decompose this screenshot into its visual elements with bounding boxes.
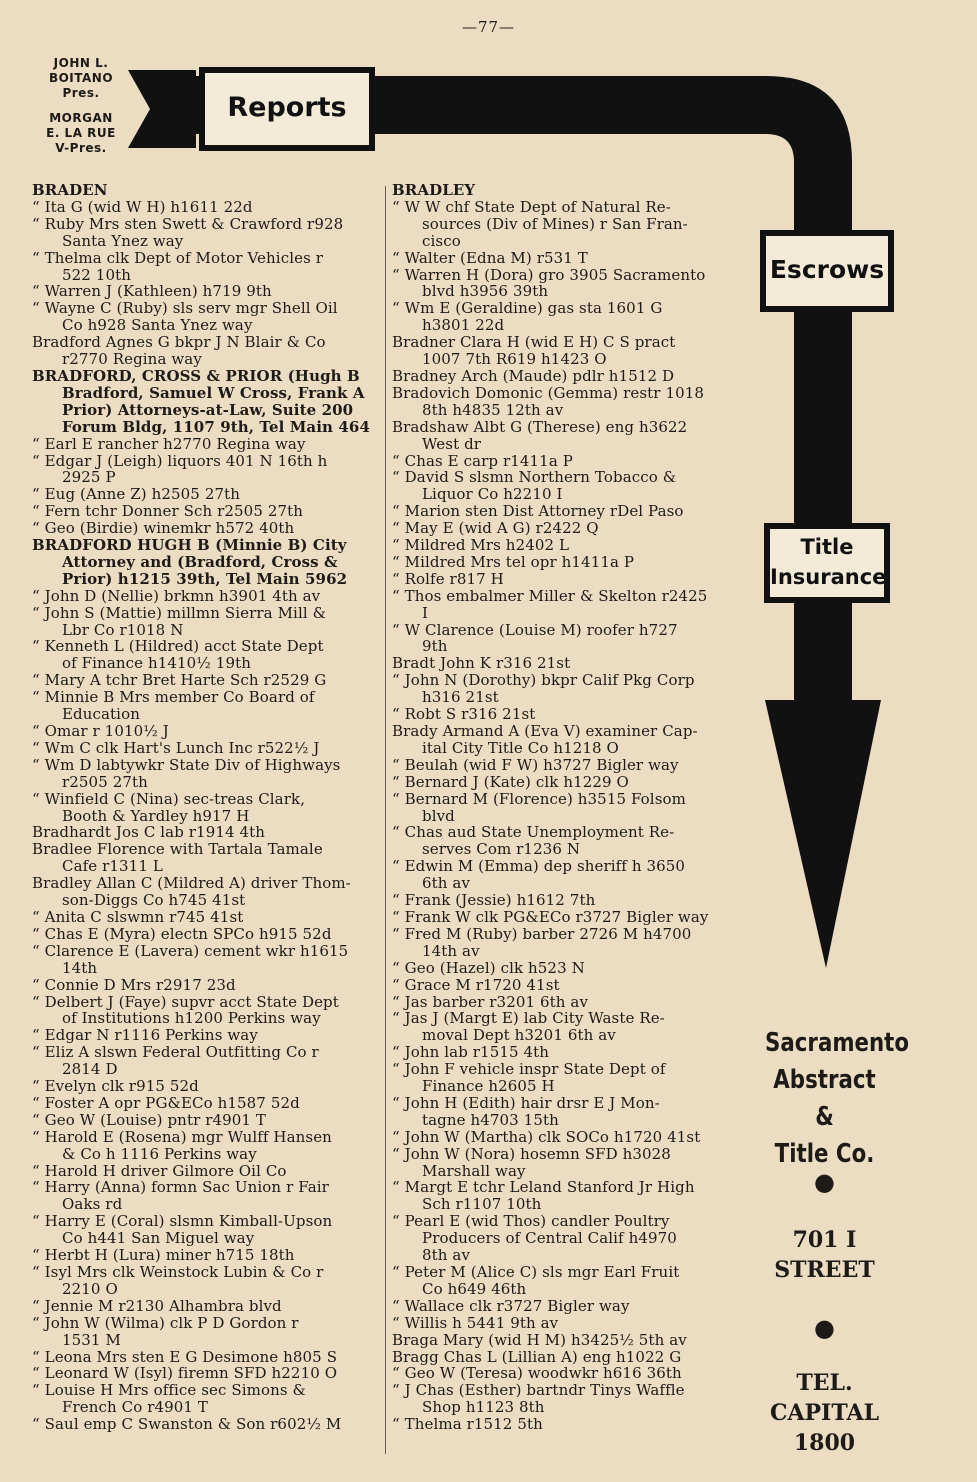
directory-line: & Co h 1116 Perkins way: [62, 1144, 257, 1163]
directory-line: “ J Chas (Esther) bartndr Tinys Waffle: [392, 1381, 685, 1400]
advertiser-name-line-1: Sacramento: [765, 1028, 910, 1058]
directory-line: h316 21st: [422, 688, 499, 707]
directory-line: “ Leona Mrs sten E G Desimone h805 S: [32, 1347, 338, 1366]
directory-line: son-Diggs Co h745 41st: [62, 891, 246, 910]
directory-line: “ Herbt H (Lura) miner h715 18th: [32, 1246, 295, 1265]
directory-line: “ John W (Martha) clk SOCo h1720 41st: [392, 1127, 701, 1146]
directory-line: “ Chas E (Myra) electn SPCo h915 52d: [32, 924, 332, 943]
page-number: —77—: [461, 18, 516, 36]
directory-line: “ John S (Mattie) millmn Sierra Mill &: [32, 603, 327, 622]
directory-line: serves Com r1236 N: [422, 840, 581, 859]
directory-line: “ Kenneth L (Hildred) acct State Dept: [32, 637, 324, 656]
directory-line: “ Grace M r1720 41st: [392, 975, 560, 994]
telephone-line-1: TEL.: [796, 1370, 853, 1396]
directory-line: “ Ruby Mrs sten Swett & Crawford r928: [32, 214, 344, 233]
escrows-label: Escrows: [769, 255, 885, 284]
telephone-line-2: CAPITAL: [769, 1400, 880, 1426]
directory-line: “ Chas E carp r1411a P: [392, 451, 573, 470]
directory-line: Shop h1123 8th: [422, 1398, 545, 1417]
president-name-line-1: JOHN L.: [53, 56, 109, 70]
directory-line: “ Bernard J (Kate) clk h1229 O: [392, 772, 629, 791]
directory-line: Liquor Co h2210 I: [422, 485, 563, 504]
title-insurance-label: [770, 532, 887, 592]
directory-line: “ Wm C clk Hart's Lunch Inc r522½ J: [32, 738, 320, 757]
directory-line: Forum Bldg, 1107 9th, Tel Main 464: [62, 417, 370, 436]
directory-line: “ Delbert J (Faye) supvr acct State Dept: [32, 992, 339, 1011]
directory-line: “ Chas aud State Unemployment Re-: [392, 823, 675, 842]
directory-line: “ Wm D labtywkr State Div of Highways: [32, 755, 341, 774]
directory-line: Bradford, Samuel W Cross, Frank A: [62, 383, 365, 402]
directory-line: “ Thos embalmer Miller & Skelton r2425: [392, 586, 708, 605]
directory-line: 6th av: [422, 874, 471, 893]
directory-line: Oaks rd: [62, 1195, 123, 1214]
vp-name-line-1: MORGAN: [49, 111, 113, 125]
directory-line: 2210 O: [62, 1279, 118, 1298]
directory-line: “ Warren J (Kathleen) h719 9th: [32, 282, 272, 301]
directory-line: 8th h4835 12th av: [422, 400, 564, 419]
directory-line: Brady Armand A (Eva V) examiner Cap-: [392, 722, 698, 740]
directory-line: 9th: [422, 637, 448, 656]
directory-line: Lbr Co r1018 N: [62, 620, 184, 639]
directory-line: “ Geo W (Louise) pntr r4901 T: [32, 1110, 267, 1129]
directory-line: 522 10th: [62, 265, 131, 284]
directory-line: “ Pearl E (wid Thos) candler Poultry: [392, 1212, 670, 1231]
advertiser-name-line-2: Abstract &: [773, 1065, 876, 1132]
bullet-dot-1: ●: [814, 1168, 835, 1196]
directory-line: “ John W (Nora) hosemn SFD h3028: [392, 1144, 671, 1163]
directory-line: BRADFORD HUGH B (Minnie B) City: [32, 536, 347, 555]
directory-line: “ John N (Dorothy) bkpr Calif Pkg Corp: [392, 671, 695, 690]
directory-line: “ Rolfe r817 H: [392, 569, 504, 588]
directory-line: Braga Mary (wid H M) h3425½ 5th av: [392, 1330, 687, 1349]
directory-line: French Co r4901 T: [62, 1398, 209, 1417]
directory-line: “ Ita G (wid W H) h1611 22d: [32, 197, 253, 216]
directory-line: “ Mildred Mrs h2402 L: [392, 536, 570, 555]
directory-line: Bradshaw Albt G (Therese) eng h3622: [392, 417, 688, 436]
directory-line: Prior) Attorneys-at-Law, Suite 200: [62, 400, 354, 419]
vp-name-line-2: E. LA RUE: [46, 126, 116, 140]
directory-line: “ John W (Wilma) clk P D Gordon r: [32, 1313, 299, 1332]
directory-line: “ Anita C slswmn r745 41st: [32, 907, 244, 926]
directory-line: “ Isyl Mrs clk Weinstock Lubin & Co r: [32, 1263, 324, 1281]
directory-line: “ Harry E (Coral) slsmn Kimball-Upson: [32, 1212, 333, 1231]
directory-line: 1007 7th R619 h1423 O: [422, 350, 607, 369]
directory-line: Bradney Arch (Maude) pdlr h1512 D: [392, 366, 675, 385]
directory-line: “ May E (wid A G) r2422 Q: [392, 519, 599, 538]
directory-line: “ John D (Nellie) brkmn h3901 4th av: [32, 586, 321, 605]
reports-label: Reports: [227, 92, 347, 123]
directory-line: “ Fern tchr Donner Sch r2505 27th: [32, 502, 304, 521]
directory-line: Booth & Yardley h917 H: [62, 806, 250, 825]
directory-line: “ Edwin M (Emma) dep sheriff h 3650: [392, 857, 686, 876]
directory-line: 14th: [62, 958, 98, 977]
directory-line: “ Minnie B Mrs member Co Board of: [32, 688, 315, 707]
directory-line: “ Peter M (Alice C) sls mgr Earl Fruit: [392, 1263, 680, 1281]
president-name-line-2: BOITANO: [48, 71, 114, 85]
address-line-2: STREET: [774, 1257, 875, 1283]
directory-line: Co h928 Santa Ynez way: [62, 316, 253, 335]
president-title: Pres.: [62, 86, 100, 100]
directory-line: Finance h2605 H: [422, 1077, 555, 1096]
directory-line: 2814 D: [62, 1060, 118, 1079]
directory-line: Attorney and (Bradford, Cross &: [62, 552, 338, 571]
directory-line: Bradford Agnes G bkpr J N Blair & Co: [32, 333, 326, 352]
telephone-line-3: 1800: [793, 1430, 856, 1456]
directory-line: “ John lab r1515 4th: [392, 1043, 550, 1062]
directory-line: 2925 P: [62, 468, 116, 487]
directory-line: “ David S slsmn Northern Tobacco &: [392, 468, 677, 487]
directory-line: “ Clarence E (Lavera) cement wkr h1615: [32, 941, 349, 960]
advertiser-name: [765, 1025, 910, 1173]
arrow-head: [765, 700, 881, 968]
directory-line: “ Wm E (Geraldine) gas sta 1601 G: [392, 299, 663, 318]
directory-line: “ Edgar J (Leigh) liquors 401 N 16th h: [32, 451, 328, 470]
directory-line: “ Frank (Jessie) h1612 7th: [392, 891, 596, 910]
directory-line: of Institutions h1200 Perkins way: [62, 1009, 321, 1028]
directory-line: West dr: [422, 434, 482, 453]
directory-line: moval Dept h3201 6th av: [422, 1026, 616, 1045]
directory-line: “ Warren H (Dora) gro 3905 Sacramento: [392, 265, 706, 284]
directory-column-left: [32, 182, 378, 1433]
directory-line: “ Walter (Edna M) r531 T: [392, 248, 588, 267]
directory-line: Prior) h1215 39th, Tel Main 5962: [62, 569, 348, 588]
directory-line: “ Fred M (Ruby) barber 2726 M h4700: [392, 924, 692, 943]
directory-line: Bradovich Domonic (Gemma) restr 1018: [392, 383, 705, 402]
directory-line: “ Frank W clk PG&ECo r3727 Bigler way: [392, 907, 709, 926]
directory-line: “ Marion sten Dist Attorney rDel Paso: [392, 502, 684, 521]
directory-column-middle: [392, 182, 742, 1433]
directory-line: “ Evelyn clk r915 52d: [32, 1077, 199, 1096]
directory-line: “ Harold H driver Gilmore Oil Co: [32, 1161, 287, 1180]
directory-line: Producers of Central Calif h4970: [422, 1229, 677, 1248]
directory-line: BRADLEY: [392, 181, 476, 199]
directory-line: “ Jas barber r3201 6th av: [392, 992, 589, 1011]
directory-line: “ Geo (Hazel) clk h523 N: [392, 958, 585, 977]
directory-line: Bradlee Florence with Tartala Tamale: [32, 840, 323, 859]
directory-line: “ W W chf State Dept of Natural Re-: [392, 197, 671, 216]
directory-line: 14th av: [422, 941, 480, 960]
directory-line: Sch r1107 10th: [422, 1195, 542, 1214]
directory-line: “ Bernard M (Florence) h3515 Folsom: [392, 789, 686, 808]
column-divider: [385, 186, 386, 1454]
directory-line: “ Foster A opr PG&ECo h1587 52d: [32, 1093, 300, 1112]
directory-line: BRADFORD, CROSS & PRIOR (Hugh B: [32, 366, 360, 385]
directory-line: 8th av: [422, 1246, 471, 1265]
directory-line: “ Robt S r316 21st: [392, 705, 536, 724]
directory-line: sources (Div of Mines) r San Fran-: [422, 214, 688, 233]
directory-line: “ Louise H Mrs office sec Simons &: [32, 1381, 307, 1400]
directory-line: “ Earl E rancher h2770 Regina way: [32, 434, 306, 453]
directory-line: “ Jennie M r2130 Alhambra blvd: [32, 1296, 282, 1315]
directory-line: cisco: [422, 231, 461, 250]
advertiser-telephone: [752, 1368, 897, 1458]
bullet-dot-2: ●: [814, 1314, 835, 1342]
directory-line: r2770 Regina way: [62, 350, 202, 369]
directory-line: “ Geo W (Teresa) woodwkr h616 36th: [392, 1364, 682, 1383]
directory-line: “ John H (Edith) hair drsr E J Mon-: [392, 1093, 660, 1112]
directory-line: “ Willis h 5441 9th av: [392, 1313, 559, 1332]
directory-line: “ Winfield C (Nina) sec-treas Clark,: [32, 789, 306, 808]
directory-line: Co h649 46th: [422, 1279, 527, 1298]
address-line-1: 701 I: [792, 1227, 857, 1253]
directory-line: Bradt John K r316 21st: [392, 654, 571, 673]
directory-line: “ Saul emp C Swanston & Son r602½ M: [32, 1415, 342, 1434]
directory-line: I: [422, 603, 429, 622]
directory-line: “ W Clarence (Louise M) roofer h727: [392, 620, 678, 639]
directory-line: blvd h3956 39th: [422, 282, 549, 301]
directory-line: Co h441 San Miguel way: [62, 1229, 255, 1248]
directory-line: Bragg Chas L (Lillian A) eng h1022 G: [392, 1347, 682, 1366]
reports-ribbon: [128, 70, 196, 148]
title-insurance-line-2: Insurance: [770, 565, 887, 589]
directory-line: “ Margt E tchr Leland Stanford Jr High: [392, 1178, 695, 1197]
directory-line: “ Harry (Anna) formn Sac Union r Fair: [32, 1178, 329, 1197]
directory-line: “ Edgar N r1116 Perkins way: [32, 1026, 258, 1045]
directory-line: tagne h4703 15th: [422, 1110, 559, 1129]
directory-line: Education: [62, 705, 140, 724]
directory-line: “ John F vehicle inspr State Dept of: [392, 1060, 666, 1079]
directory-line: “ Geo (Birdie) winemkr h572 40th: [32, 519, 295, 538]
directory-line: Santa Ynez way: [62, 231, 184, 250]
directory-line: “ Jas J (Margt E) lab City Waste Re-: [392, 1009, 665, 1028]
directory-line: “ Leonard W (Isyl) firemn SFD h2210 O: [32, 1364, 338, 1383]
directory-line: “ Thelma r1512 5th: [392, 1415, 543, 1434]
directory-line: “ Connie D Mrs r2917 23d: [32, 975, 236, 994]
directory-line: “ Omar r 1010½ J: [32, 722, 169, 740]
directory-line: Bradley Allan C (Mildred A) driver Thom-: [32, 874, 351, 893]
directory-line: “ Beulah (wid F W) h3727 Bigler way: [392, 755, 679, 774]
directory-line: 1531 M: [62, 1330, 121, 1349]
directory-line: “ Wallace clk r3727 Bigler way: [392, 1296, 630, 1315]
directory-line: “ Wayne C (Ruby) sls serv mgr Shell Oil: [32, 299, 338, 318]
advertiser-name-line-3: Title Co.: [774, 1139, 875, 1169]
directory-line: “ Mildred Mrs tel opr h1411a P: [392, 552, 635, 571]
directory-line: “ Eliz A slswn Federal Outfitting Co r: [32, 1043, 319, 1062]
directory-line: BRADEN: [32, 181, 108, 199]
directory-line: Bradhardt Jos C lab r1914 4th: [32, 823, 266, 842]
directory-line: of Finance h1410½ 19th: [62, 654, 251, 673]
advertiser-address: [752, 1225, 897, 1285]
directory-line: “ Harold E (Rosena) mgr Wulff Hansen: [32, 1127, 332, 1146]
directory-line: blvd: [422, 806, 455, 825]
directory-line: “ Mary A tchr Bret Harte Sch r2529 G: [32, 671, 327, 690]
directory-line: “ Eug (Anne Z) h2505 27th: [32, 485, 240, 504]
vp-title: V-Pres.: [55, 141, 107, 155]
directory-line: “ Thelma clk Dept of Motor Vehicles r: [32, 248, 324, 267]
directory-line: Bradner Clara H (wid E H) C S pract: [392, 333, 676, 352]
directory-line: Marshall way: [422, 1161, 526, 1180]
directory-line: Cafe r1311 L: [62, 857, 163, 876]
directory-line: h3801 22d: [422, 316, 505, 335]
directory-line: ital City Title Co h1218 O: [422, 738, 619, 757]
title-insurance-line-1: Title: [800, 535, 854, 559]
directory-line: r2505 27th: [62, 772, 148, 791]
